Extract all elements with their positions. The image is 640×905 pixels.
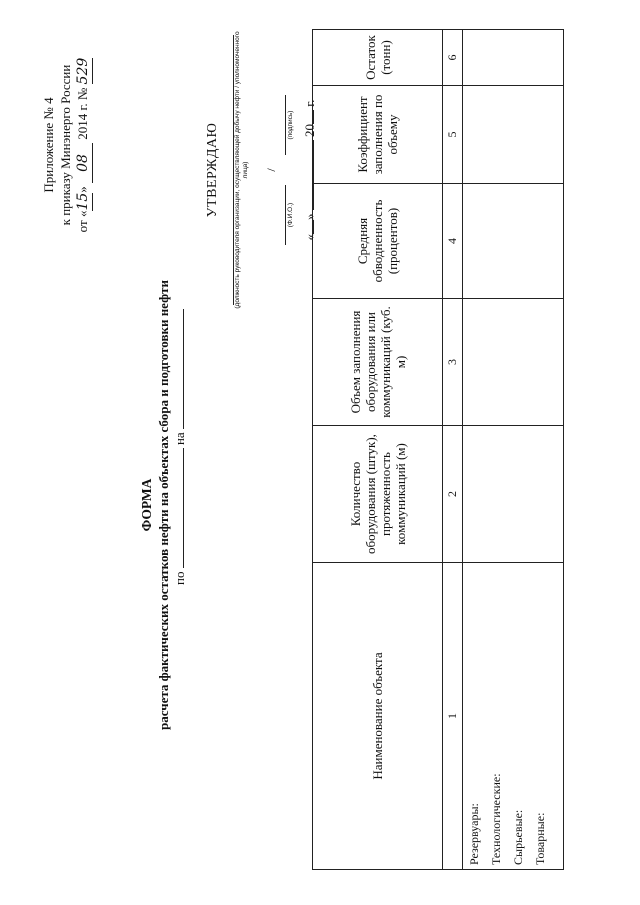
col-number: 6 — [443, 30, 463, 86]
po-label: по — [172, 571, 187, 585]
item-technological: Технологические: — [489, 773, 503, 865]
empty-cell[interactable] — [463, 299, 564, 426]
handwritten-month: 08 — [75, 143, 93, 183]
col-fill-volume: Объем заполнения оборудования или коммуникаций (куб. м) — [313, 299, 443, 426]
form-subtitle: расчета фактических остатков нефти на объектах сбора и подготовки нефти — [156, 280, 171, 730]
appendix-line1: Приложение № 4 — [41, 97, 56, 193]
col-remainder: Остаток (тонн) — [313, 30, 443, 86]
header-row — [313, 30, 443, 870]
item-raw: Сырьевые: — [511, 809, 525, 865]
na-label: на — [172, 432, 187, 446]
item-commodity: Товарные: — [533, 812, 547, 865]
fio-caption: (Ф.И.О.) — [285, 185, 294, 245]
date-close-quote: » — [302, 213, 317, 220]
col-fill-factor: Коэффициент заполнения по объему — [313, 86, 443, 184]
col-number: 4 — [443, 184, 463, 299]
empty-cell[interactable] — [463, 30, 564, 86]
calculation-table — [312, 29, 564, 870]
col-number: 3 — [443, 299, 463, 426]
empty-cell[interactable] — [463, 184, 564, 299]
col-number: 1 — [443, 563, 463, 870]
col-equipment-count: Количество оборудования (штук), протяженность коммуникаций (м) — [313, 426, 443, 563]
empty-cell[interactable] — [463, 426, 564, 563]
appendix-header — [40, 15, 93, 275]
year-prefix: 20 — [302, 123, 317, 137]
number-row — [443, 30, 463, 870]
form-title-block — [138, 255, 172, 755]
date-open-quote: « — [302, 233, 317, 241]
col-object-name: Наименование объекта — [313, 563, 443, 870]
body-row — [463, 30, 564, 870]
sign-caption: (подпись) — [285, 95, 294, 155]
col-water-cut: Средняя обводненность (процентов) — [313, 184, 443, 299]
signature-slash: / — [264, 168, 278, 172]
col-number: 5 — [443, 86, 463, 184]
date-mid: » — [75, 186, 90, 193]
object-list-cell — [463, 563, 564, 870]
handwritten-day: 15 — [75, 192, 91, 211]
col-number: 2 — [443, 426, 463, 563]
position-caption: (должность руководителя организации, осуществляющей добычу нефти / уполномоченного лица) — [234, 31, 249, 309]
date-prefix: от « — [75, 210, 90, 233]
po-blank — [172, 448, 184, 568]
appendix-line2: к приказу Минэнерго России — [58, 64, 73, 226]
po-na-line — [172, 285, 188, 585]
na-blank — [172, 309, 184, 429]
approval-block — [205, 25, 318, 315]
approval-heading: УТВЕРЖДАЮ — [205, 122, 220, 218]
item-reservoirs: Резервуары: — [467, 803, 481, 865]
form-title: ФОРМА — [139, 478, 154, 532]
signature-captions — [285, 25, 294, 315]
handwritten-number: 529 — [75, 57, 91, 85]
year-suffix: г. — [302, 99, 317, 107]
appendix-line3 — [74, 15, 93, 275]
order-year: 2014 г. № — [75, 87, 90, 140]
empty-cell[interactable] — [463, 86, 564, 184]
